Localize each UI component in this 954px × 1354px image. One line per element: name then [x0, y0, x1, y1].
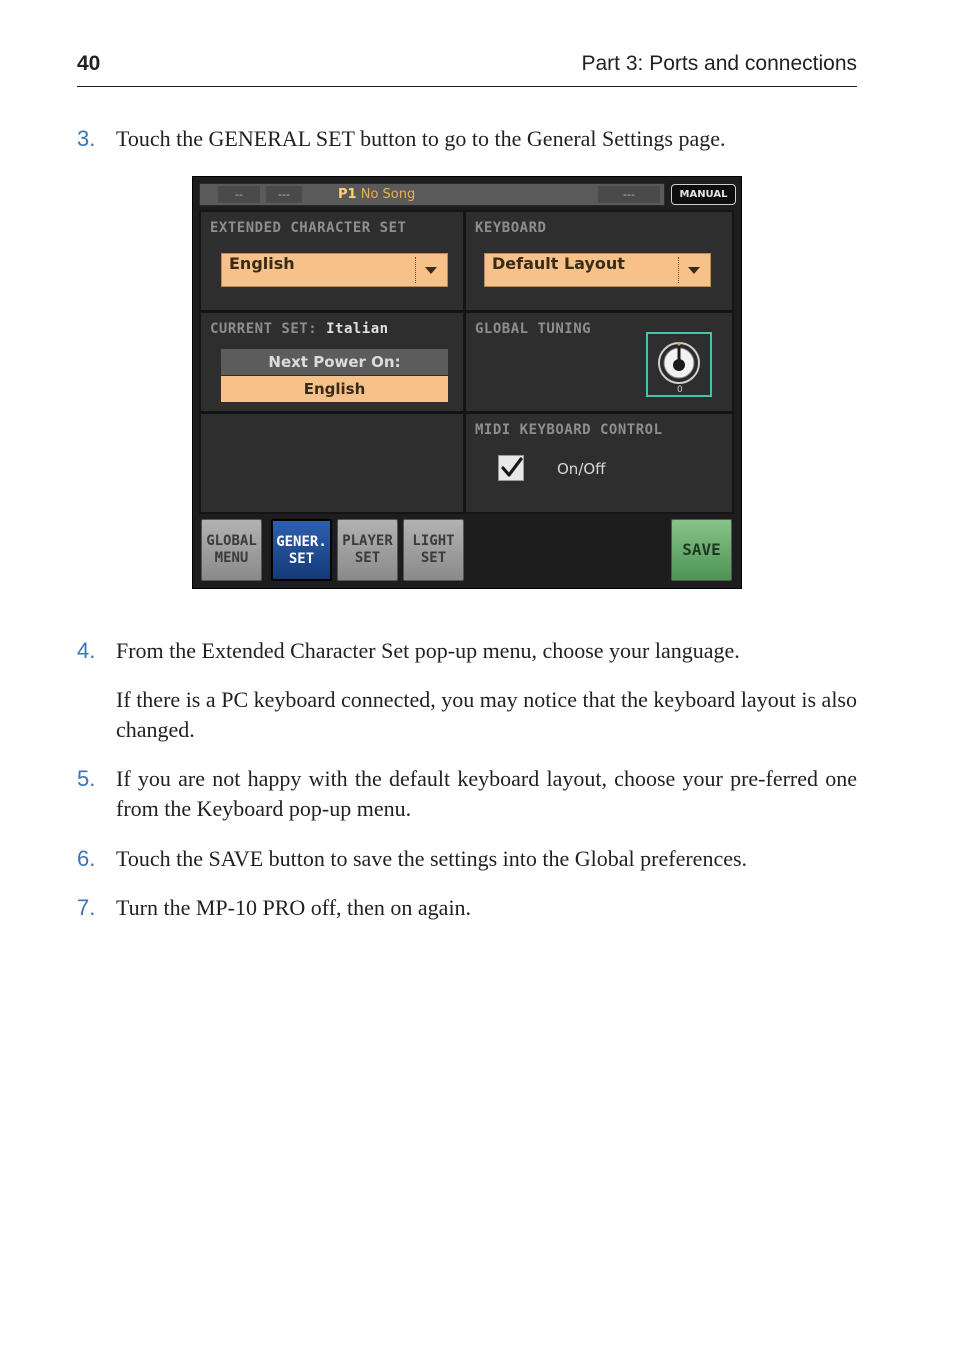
section-title: Part 3: Ports and connections [581, 52, 857, 75]
extended-charset-panel [199, 210, 465, 312]
step-text: From the Extended Character Set pop-up menu, choose your language. [116, 638, 740, 663]
step-number: 6. [77, 846, 96, 871]
manual-mode-badge[interactable]: MANUAL [671, 184, 736, 205]
status-seg-1: -- [218, 186, 260, 203]
step-5 [77, 764, 857, 824]
step-number: 4. [77, 638, 96, 663]
extended-charset-label: EXTENDED CHARACTER SET [210, 220, 407, 236]
checkmark-icon [499, 456, 523, 480]
current-set-panel [199, 311, 465, 413]
midi-onoff-label: On/Off [557, 460, 606, 478]
current-set-label: CURRENT SET: Italian [210, 321, 389, 337]
status-seg-2: --- [266, 186, 302, 203]
midi-keyboard-checkbox[interactable] [498, 455, 524, 481]
save-button[interactable]: SAVE [671, 519, 732, 581]
header-rule [77, 86, 857, 87]
status-bar [199, 183, 665, 206]
step-text: Touch the GENERAL SET button to go to the General Settings page. [116, 126, 726, 151]
global-menu-button[interactable]: GLOBAL MENU [201, 519, 262, 581]
step-text: If you are not happy with the default keyboard layout, choose your pre-ferred one from the Keyboard pop-up menu. [116, 766, 857, 821]
step-4 [77, 636, 857, 666]
step-7 [77, 893, 857, 923]
status-seg-right: --- [598, 186, 660, 203]
keyboard-layout-dropdown[interactable] [484, 253, 711, 287]
dropdown-value: Default Layout [492, 254, 625, 273]
step-text: Turn the MP-10 PRO off, then on again. [116, 895, 472, 920]
dropdown-value: English [229, 254, 295, 273]
keyboard-note: If there is a PC keyboard connected, you may notice that the keyboard layout is also changed. [116, 687, 857, 742]
step-number: 3. [77, 126, 96, 151]
song-display [338, 186, 415, 203]
step-number: 5. [77, 766, 96, 791]
general-set-button[interactable]: GENER. SET [271, 519, 332, 581]
global-tuning-label: GLOBAL TUNING [475, 321, 592, 337]
midi-keyboard-panel [464, 412, 734, 514]
current-set-value: Italian [326, 321, 389, 337]
chevron-down-icon [425, 267, 437, 274]
light-set-button[interactable]: LIGHT SET [403, 519, 464, 581]
next-power-on-label: Next Power On: [221, 349, 448, 375]
dropdown-separator [678, 257, 680, 283]
global-tuning-knob[interactable] [646, 332, 712, 397]
step-text: Touch the SAVE button to save the settings into the Global preferences. [116, 846, 748, 871]
next-power-on-value: English [221, 376, 448, 402]
extended-charset-dropdown[interactable] [221, 253, 448, 287]
midi-keyboard-label: MIDI KEYBOARD CONTROL [475, 422, 663, 438]
dropdown-separator [415, 257, 417, 283]
step-3 [77, 124, 857, 154]
chevron-down-icon [688, 267, 700, 274]
step-6 [77, 844, 857, 874]
step-number: 7. [77, 895, 96, 920]
general-settings-screen [192, 176, 742, 589]
empty-panel [199, 412, 465, 514]
song-name: No Song [360, 187, 416, 202]
tuning-value: 0 [677, 385, 683, 395]
keyboard-label: KEYBOARD [475, 220, 547, 236]
keyboard-panel [464, 210, 734, 312]
global-tuning-panel [464, 311, 734, 413]
page-number: 40 [77, 52, 101, 75]
program-label: P1 [338, 187, 357, 202]
player-set-button[interactable]: PLAYER SET [337, 519, 398, 581]
